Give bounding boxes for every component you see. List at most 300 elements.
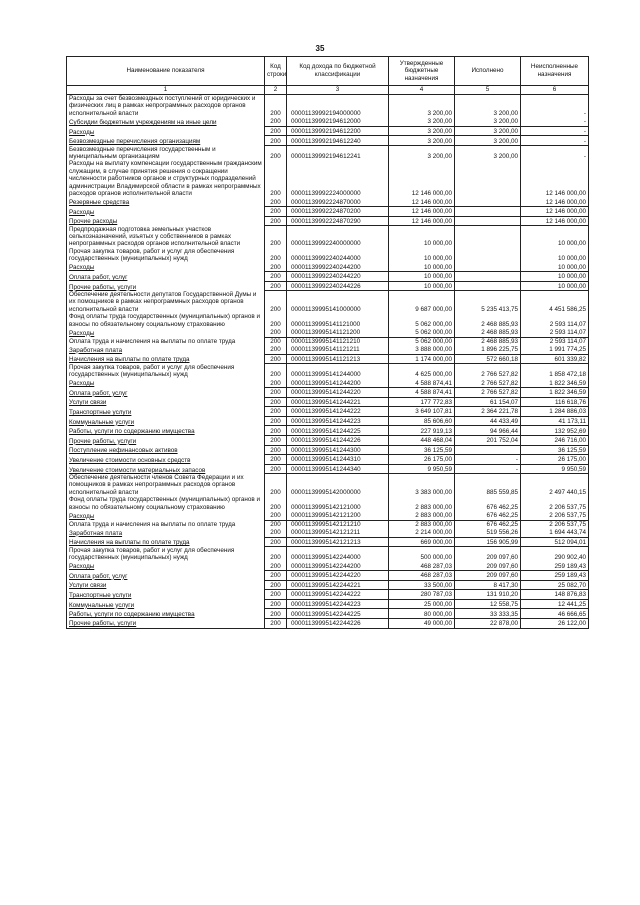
row-approved-cell: 500 000,00 — [389, 547, 455, 562]
row-unexecuted-cell: 12 146 000,00 — [521, 216, 589, 226]
table-row — [67, 354, 589, 364]
row-unexecuted-cell: 46 666,65 — [521, 609, 589, 619]
table-body — [67, 95, 589, 629]
row-code-cell: 200 — [265, 337, 287, 345]
row-code-cell: 200 — [265, 146, 287, 161]
row-kbk-cell: 00001139995142244226 — [287, 619, 389, 629]
row-executed-cell: 3 200,00 — [455, 95, 521, 118]
table-row — [67, 571, 589, 581]
row-executed-cell: 94 966,44 — [455, 426, 521, 436]
table-row — [67, 160, 589, 197]
table-row — [67, 599, 589, 609]
row-name-cell: Оплата труда и начисления на выплаты по оплате труда — [67, 520, 265, 528]
row-unexecuted-cell: 1 858 472,18 — [521, 364, 589, 379]
row-name-cell: Увеличение стоимости основных средств — [67, 455, 265, 465]
row-approved-cell: 669 000,00 — [389, 537, 455, 547]
row-name-cell: Расходы — [67, 328, 265, 337]
row-unexecuted-cell: 1 694 443,74 — [521, 528, 589, 537]
row-name-cell: Поступление нефинансовых активов — [67, 445, 265, 455]
row-name-cell: Расходы за счет безвозмездных поступлений от юридических и физических лиц в рамках непрограммных расходов органов исполнительной власти — [67, 95, 265, 118]
row-executed-cell: 3 200,00 — [455, 117, 521, 126]
row-name-cell: Заработная плата — [67, 345, 265, 354]
row-approved-cell: 36 125,59 — [389, 445, 455, 455]
row-code-cell: 200 — [265, 117, 287, 126]
column-number: 2 — [265, 86, 287, 95]
row-unexecuted-cell: 10 000,00 — [521, 248, 589, 263]
row-executed-cell: 676 462,25 — [455, 496, 521, 511]
row-name-cell: Прочая закупка товаров, работ и услуг для обеспечения государственных (муниципальных) нужд — [67, 248, 265, 263]
row-kbk-cell: 00001139992224870200 — [287, 206, 389, 216]
row-unexecuted-cell: 26 122,00 — [521, 619, 589, 629]
row-executed-cell: 12 558,75 — [455, 599, 521, 609]
row-executed-cell — [455, 281, 521, 291]
row-approved-cell: 12 146 000,00 — [389, 206, 455, 216]
page-number: 35 — [315, 44, 325, 53]
row-unexecuted-cell: - — [521, 126, 589, 136]
row-executed-cell — [455, 248, 521, 263]
row-name-cell: Транспортные услуги — [67, 407, 265, 417]
column-number-row — [67, 86, 589, 95]
row-approved-cell: 3 200,00 — [389, 117, 455, 126]
row-approved-cell: 3 200,00 — [389, 126, 455, 136]
row-name-cell: Расходы — [67, 561, 265, 570]
row-name-cell: Расходы — [67, 126, 265, 136]
row-code-cell: 200 — [265, 206, 287, 216]
row-code-cell: 200 — [265, 590, 287, 600]
row-executed-cell: 5 235 413,75 — [455, 291, 521, 313]
table-row — [67, 426, 589, 436]
table-row — [67, 520, 589, 528]
row-kbk-cell: 00001139995142244222 — [287, 590, 389, 600]
row-kbk-cell: 00001139995141244000 — [287, 364, 389, 379]
table-row — [67, 226, 589, 248]
row-executed-cell: - — [455, 455, 521, 465]
row-executed-cell: - — [455, 464, 521, 474]
row-name-cell: Расходы — [67, 263, 265, 272]
row-approved-cell: 4 625 000,00 — [389, 364, 455, 379]
row-kbk-cell: 00001139995141244223 — [287, 416, 389, 426]
row-unexecuted-cell: 2 593 114,07 — [521, 328, 589, 337]
row-approved-cell: 3 888 000,00 — [389, 345, 455, 354]
row-code-cell: 200 — [265, 528, 287, 537]
row-name-cell: Оплата работ, услуг — [67, 571, 265, 581]
row-name-cell: Прочие расходы — [67, 216, 265, 226]
row-unexecuted-cell: 601 339,82 — [521, 354, 589, 364]
row-code-cell: 200 — [265, 496, 287, 511]
row-code-cell: 200 — [265, 291, 287, 313]
row-approved-cell: 5 062 000,00 — [389, 337, 455, 345]
row-approved-cell: 280 787,03 — [389, 590, 455, 600]
table-row — [67, 272, 589, 282]
row-name-cell: Коммунальные услуги — [67, 599, 265, 609]
row-executed-cell: 209 097,60 — [455, 561, 521, 570]
row-kbk-cell: 00001139995141244226 — [287, 436, 389, 446]
table-row — [67, 407, 589, 417]
row-name-cell: Фонд оплаты труда государственных (муниципальных) органов и взносы по обязательному социальному страхованию — [67, 313, 265, 328]
row-approved-cell: 10 000,00 — [389, 263, 455, 272]
row-kbk-cell: 00001139995142121211 — [287, 528, 389, 537]
row-code-cell: 200 — [265, 609, 287, 619]
row-approved-cell: 3 200,00 — [389, 146, 455, 161]
row-kbk-cell: 00001139995141000000 — [287, 291, 389, 313]
row-kbk-cell: 00001139992224870290 — [287, 216, 389, 226]
table-row — [67, 455, 589, 465]
row-approved-cell: 26 175,00 — [389, 455, 455, 465]
row-approved-cell: 10 000,00 — [389, 248, 455, 263]
row-code-cell: 200 — [265, 345, 287, 354]
row-name-cell: Субсидии бюджетным учреждениям на иные цели — [67, 117, 265, 126]
table-row — [67, 328, 589, 337]
row-code-cell: 200 — [265, 197, 287, 206]
row-executed-cell: 572 660,18 — [455, 354, 521, 364]
row-approved-cell: 12 146 000,00 — [389, 197, 455, 206]
row-code-cell: 200 — [265, 126, 287, 136]
row-kbk-cell: 00001139992224870000 — [287, 197, 389, 206]
row-unexecuted-cell: 1 822 346,59 — [521, 378, 589, 387]
table-row — [67, 313, 589, 328]
column-header-code: Код строки — [265, 57, 287, 86]
budget-execution-table — [66, 56, 589, 629]
row-executed-cell: 33 333,35 — [455, 609, 521, 619]
row-kbk-cell: 00001139992194000000 — [287, 95, 389, 118]
row-approved-cell: 85 606,60 — [389, 416, 455, 426]
table-row — [67, 281, 589, 291]
row-approved-cell: 177 772,83 — [389, 397, 455, 407]
row-code-cell: 200 — [265, 160, 287, 197]
row-approved-cell: 33 500,00 — [389, 580, 455, 590]
row-unexecuted-cell: 2 593 114,07 — [521, 313, 589, 328]
row-code-cell: 200 — [265, 216, 287, 226]
row-executed-cell: 3 200,00 — [455, 146, 521, 161]
row-kbk-cell: 00001139992224000000 — [287, 160, 389, 197]
row-unexecuted-cell: 259 189,43 — [521, 571, 589, 581]
row-unexecuted-cell: 2 497 440,15 — [521, 474, 589, 496]
row-executed-cell: 885 559,85 — [455, 474, 521, 496]
row-approved-cell: 5 062 000,00 — [389, 328, 455, 337]
column-header-kbk: Код дохода по бюджетной классификации — [287, 57, 389, 86]
row-code-cell: 200 — [265, 364, 287, 379]
row-kbk-cell: 00001139995142244000 — [287, 547, 389, 562]
row-approved-cell: 5 062 000,00 — [389, 313, 455, 328]
row-name-cell: Предпродажная подготовка земельных участков сельхозназначений, изъятых у собственников в рамках непрограммных расходов органов исполнительной власти — [67, 226, 265, 248]
table-row — [67, 117, 589, 126]
row-name-cell: Прочая закупка товаров, работ и услуг для обеспечения государственных (муниципальных) нужд — [67, 547, 265, 562]
row-name-cell: Оплата труда и начисления на выплаты по оплате труда — [67, 337, 265, 345]
table-row — [67, 397, 589, 407]
row-executed-cell: 2 468 885,93 — [455, 328, 521, 337]
table-row — [67, 337, 589, 345]
row-unexecuted-cell: 2 206 537,75 — [521, 511, 589, 520]
row-code-cell: 200 — [265, 537, 287, 547]
table-row — [67, 547, 589, 562]
row-code-cell: 200 — [265, 547, 287, 562]
table-row — [67, 496, 589, 511]
row-name-cell: Обеспечение деятельности депутатов Государственной Думы и их помощников в рамках непрограммных расходов органов исполнительной власти — [67, 291, 265, 313]
row-approved-cell: 49 000,00 — [389, 619, 455, 629]
row-code-cell: 200 — [265, 354, 287, 364]
row-name-cell: Безвозмездные перечисления организациям — [67, 136, 265, 146]
row-kbk-cell: 00001139992240244200 — [287, 263, 389, 272]
row-executed-cell: 519 556,26 — [455, 528, 521, 537]
row-executed-cell — [455, 226, 521, 248]
table-row — [67, 619, 589, 629]
row-kbk-cell: 00001139992240244000 — [287, 248, 389, 263]
row-code-cell: 200 — [265, 445, 287, 455]
table-row — [67, 537, 589, 547]
row-name-cell: Заработная плата — [67, 528, 265, 537]
row-code-cell: 200 — [265, 397, 287, 407]
row-approved-cell: 80 000,00 — [389, 609, 455, 619]
column-header-executed: Исполнено — [455, 57, 521, 86]
table-row — [67, 263, 589, 272]
row-code-cell: 200 — [265, 263, 287, 272]
column-number: 3 — [287, 86, 389, 95]
row-kbk-cell: 00001139995141244222 — [287, 407, 389, 417]
row-executed-cell: 131 910,20 — [455, 590, 521, 600]
row-unexecuted-cell: 10 000,00 — [521, 226, 589, 248]
row-kbk-cell: 00001139992194612200 — [287, 126, 389, 136]
row-approved-cell: 3 383 000,00 — [389, 474, 455, 496]
row-executed-cell — [455, 272, 521, 282]
row-executed-cell: 201 752,04 — [455, 436, 521, 446]
table-row — [67, 248, 589, 263]
row-kbk-cell: 00001139995141244340 — [287, 464, 389, 474]
row-code-cell: 200 — [265, 407, 287, 417]
row-kbk-cell: 00001139995142244220 — [287, 571, 389, 581]
row-name-cell: Начисления на выплаты по оплате труда — [67, 537, 265, 547]
row-executed-cell: 1 896 225,75 — [455, 345, 521, 354]
row-executed-cell: 2 468 885,93 — [455, 313, 521, 328]
row-name-cell: Начисления на выплаты по оплате труда — [67, 354, 265, 364]
table-row — [67, 436, 589, 446]
table-row — [67, 609, 589, 619]
row-name-cell: Обеспечение деятельности членов Совета Федерации и их помощников в рамках непрограммных расходов органов исполнительной власти — [67, 474, 265, 496]
row-executed-cell: 209 097,60 — [455, 547, 521, 562]
table-row — [67, 464, 589, 474]
row-code-cell: 200 — [265, 226, 287, 248]
row-approved-cell: 2 883 000,00 — [389, 511, 455, 520]
row-approved-cell: 2 214 000,00 — [389, 528, 455, 537]
row-approved-cell: 448 468,04 — [389, 436, 455, 446]
row-kbk-cell: 00001139995142244221 — [287, 580, 389, 590]
row-code-cell: 200 — [265, 136, 287, 146]
row-code-cell: 200 — [265, 95, 287, 118]
row-executed-cell — [455, 206, 521, 216]
row-name-cell: Работы, услуги по содержанию имущества — [67, 609, 265, 619]
row-name-cell: Фонд оплаты труда государственных (муниципальных) органов и взносы по обязательному социальному страхованию — [67, 496, 265, 511]
table-row — [67, 445, 589, 455]
row-executed-cell — [455, 216, 521, 226]
row-code-cell: 200 — [265, 464, 287, 474]
row-unexecuted-cell: 1 284 886,03 — [521, 407, 589, 417]
row-approved-cell: 25 000,00 — [389, 599, 455, 609]
row-name-cell: Транспортные услуги — [67, 590, 265, 600]
row-executed-cell: 2 766 527,82 — [455, 388, 521, 398]
row-unexecuted-cell: 36 125,59 — [521, 445, 589, 455]
row-executed-cell: 209 097,60 — [455, 571, 521, 581]
row-kbk-cell: 00001139995142121200 — [287, 511, 389, 520]
column-header-unexecuted: Неисполненные назначения — [521, 57, 589, 86]
column-number: 4 — [389, 86, 455, 95]
row-unexecuted-cell: 2 206 537,75 — [521, 520, 589, 528]
row-name-cell: Услуги связи — [67, 397, 265, 407]
row-code-cell: 200 — [265, 281, 287, 291]
row-unexecuted-cell: 12 146 000,00 — [521, 197, 589, 206]
row-approved-cell: 2 883 000,00 — [389, 496, 455, 511]
row-executed-cell: 2 364 221,78 — [455, 407, 521, 417]
row-code-cell: 200 — [265, 571, 287, 581]
row-kbk-cell: 00001139992194612241 — [287, 146, 389, 161]
row-code-cell: 200 — [265, 474, 287, 496]
column-number: 6 — [521, 86, 589, 95]
row-kbk-cell: 00001139992240000000 — [287, 226, 389, 248]
row-executed-cell: 676 462,25 — [455, 511, 521, 520]
column-header-approved: Утвержденные бюджетные назначения — [389, 57, 455, 86]
table-row — [67, 146, 589, 161]
row-code-cell: 200 — [265, 426, 287, 436]
row-executed-cell: 676 462,25 — [455, 520, 521, 528]
row-approved-cell: 468 287,03 — [389, 561, 455, 570]
row-approved-cell: 10 000,00 — [389, 281, 455, 291]
table-row — [67, 206, 589, 216]
row-kbk-cell: 00001139992240244220 — [287, 272, 389, 282]
row-approved-cell: 468 287,03 — [389, 571, 455, 581]
row-unexecuted-cell: 116 618,76 — [521, 397, 589, 407]
row-kbk-cell: 00001139992194612000 — [287, 117, 389, 126]
header-row — [67, 57, 589, 86]
row-unexecuted-cell: 9 950,59 — [521, 464, 589, 474]
table-row — [67, 474, 589, 496]
row-approved-cell: 227 919,13 — [389, 426, 455, 436]
row-unexecuted-cell: 259 189,43 — [521, 561, 589, 570]
row-kbk-cell: 00001139995141244225 — [287, 426, 389, 436]
row-unexecuted-cell: - — [521, 117, 589, 126]
row-kbk-cell: 00001139995142121000 — [287, 496, 389, 511]
row-kbk-cell: 00001139995142121213 — [287, 537, 389, 547]
row-unexecuted-cell: 290 902,40 — [521, 547, 589, 562]
table-row — [67, 291, 589, 313]
row-kbk-cell: 00001139995141244300 — [287, 445, 389, 455]
row-code-cell: 200 — [265, 328, 287, 337]
table-header — [67, 57, 589, 95]
table-row — [67, 95, 589, 118]
row-executed-cell: 2 468 885,93 — [455, 337, 521, 345]
row-kbk-cell: 00001139995141244221 — [287, 397, 389, 407]
row-unexecuted-cell: 2 206 537,75 — [521, 496, 589, 511]
row-executed-cell: 2 766 527,82 — [455, 364, 521, 379]
row-unexecuted-cell: 10 000,00 — [521, 281, 589, 291]
row-kbk-cell: 00001139992194612240 — [287, 136, 389, 146]
row-unexecuted-cell: 41 173,11 — [521, 416, 589, 426]
row-executed-cell — [455, 160, 521, 197]
row-kbk-cell: 00001139995141121210 — [287, 337, 389, 345]
row-code-cell: 200 — [265, 416, 287, 426]
row-unexecuted-cell: 1 822 346,59 — [521, 388, 589, 398]
row-kbk-cell: 00001139995141121200 — [287, 328, 389, 337]
row-name-cell: Прочая закупка товаров, работ и услуг для обеспечения государственных (муниципальных) нужд — [67, 364, 265, 379]
row-name-cell: Расходы — [67, 206, 265, 216]
table-row — [67, 364, 589, 379]
row-name-cell: Коммунальные услуги — [67, 416, 265, 426]
row-unexecuted-cell: 26 175,00 — [521, 455, 589, 465]
row-approved-cell: 1 174 000,00 — [389, 354, 455, 364]
row-kbk-cell: 00001139995142244225 — [287, 609, 389, 619]
row-code-cell: 200 — [265, 248, 287, 263]
table-row — [67, 511, 589, 520]
row-unexecuted-cell: 4 451 586,25 — [521, 291, 589, 313]
table-row — [67, 197, 589, 206]
table-row — [67, 580, 589, 590]
row-unexecuted-cell: 512 094,01 — [521, 537, 589, 547]
row-approved-cell: 12 146 000,00 — [389, 160, 455, 197]
table-row — [67, 561, 589, 570]
row-approved-cell: 3 649 107,81 — [389, 407, 455, 417]
row-kbk-cell: 00001139992240244226 — [287, 281, 389, 291]
row-code-cell: 200 — [265, 511, 287, 520]
row-name-cell: Безвозмездные перечисления государственным и муниципальным организациям — [67, 146, 265, 161]
row-approved-cell: 12 146 000,00 — [389, 216, 455, 226]
row-unexecuted-cell: 12 146 000,00 — [521, 160, 589, 197]
row-executed-cell — [455, 445, 521, 455]
row-approved-cell: 3 200,00 — [389, 136, 455, 146]
table-row — [67, 590, 589, 600]
row-code-cell: 200 — [265, 619, 287, 629]
row-unexecuted-cell: - — [521, 146, 589, 161]
table-row — [67, 388, 589, 398]
table-row — [67, 416, 589, 426]
row-code-cell: 200 — [265, 520, 287, 528]
row-kbk-cell: 00001139995141121211 — [287, 345, 389, 354]
row-name-cell: Прочие работы, услуги — [67, 436, 265, 446]
row-executed-cell — [455, 263, 521, 272]
table-row — [67, 378, 589, 387]
row-code-cell: 200 — [265, 580, 287, 590]
row-executed-cell: 156 905,99 — [455, 537, 521, 547]
row-approved-cell: 2 883 000,00 — [389, 520, 455, 528]
row-unexecuted-cell: 25 082,70 — [521, 580, 589, 590]
row-code-cell: 200 — [265, 455, 287, 465]
row-approved-cell: 9 687 000,00 — [389, 291, 455, 313]
row-approved-cell: 9 950,59 — [389, 464, 455, 474]
row-approved-cell: 4 588 874,41 — [389, 378, 455, 387]
row-name-cell: Прочие работы, услуги — [67, 281, 265, 291]
row-unexecuted-cell: - — [521, 136, 589, 146]
table-row — [67, 216, 589, 226]
row-unexecuted-cell: 10 000,00 — [521, 272, 589, 282]
row-name-cell: Увеличение стоимости материальных запасов — [67, 464, 265, 474]
row-executed-cell: 2 766 527,82 — [455, 378, 521, 387]
column-number: 1 — [67, 86, 265, 95]
row-name-cell: Оплата работ, услуг — [67, 272, 265, 282]
row-executed-cell: 3 200,00 — [455, 126, 521, 136]
row-approved-cell: 4 588 874,41 — [389, 388, 455, 398]
row-unexecuted-cell: 132 952,69 — [521, 426, 589, 436]
row-kbk-cell: 00001139995141244200 — [287, 378, 389, 387]
column-header-name: Наименование показателя — [67, 57, 265, 86]
row-code-cell: 200 — [265, 561, 287, 570]
row-name-cell: Расходы — [67, 378, 265, 387]
row-unexecuted-cell: 10 000,00 — [521, 263, 589, 272]
row-kbk-cell: 00001139995141244220 — [287, 388, 389, 398]
row-executed-cell: 8 417,30 — [455, 580, 521, 590]
row-unexecuted-cell: 12 441,25 — [521, 599, 589, 609]
row-name-cell: Оплата работ, услуг — [67, 388, 265, 398]
row-executed-cell: 44 433,49 — [455, 416, 521, 426]
row-code-cell: 200 — [265, 313, 287, 328]
row-kbk-cell: 00001139995141244310 — [287, 455, 389, 465]
row-code-cell: 200 — [265, 378, 287, 387]
table-row — [67, 136, 589, 146]
